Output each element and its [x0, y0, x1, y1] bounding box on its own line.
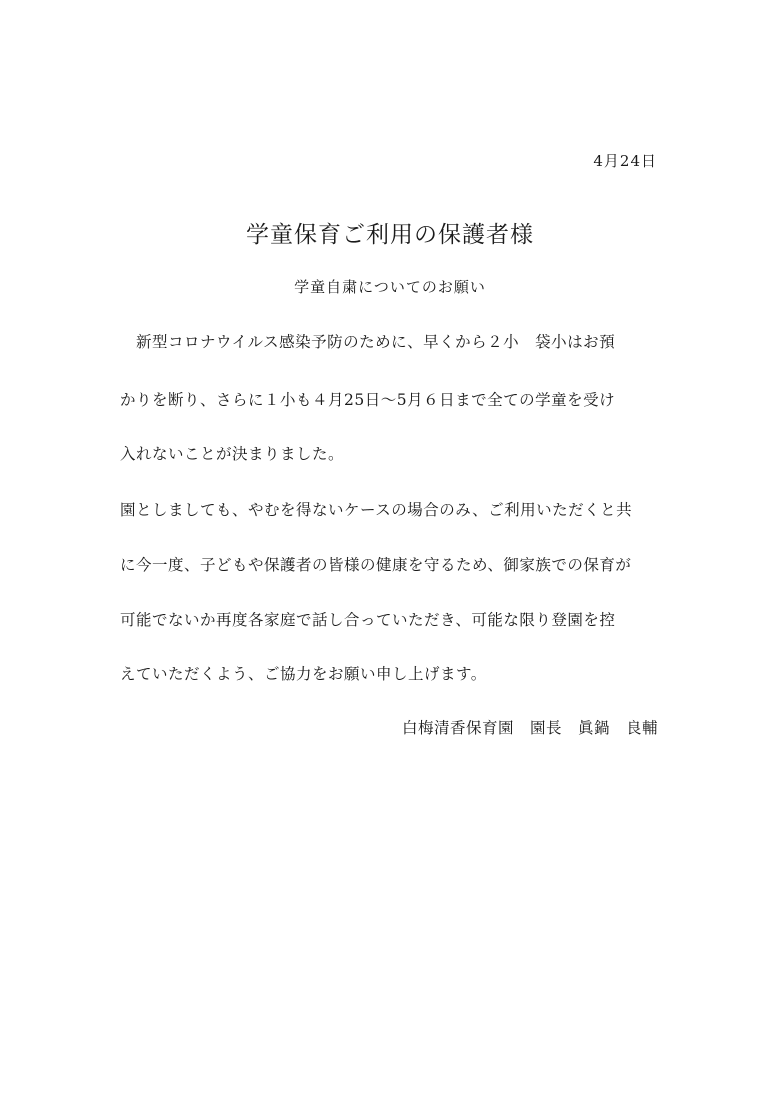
paragraph-line: かりを断り、さらに１小も４月25日〜5月６日まで全ての学童を受け: [120, 391, 616, 409]
signature: 白梅清香保育園 園長 眞鍋 良輔: [401, 719, 658, 737]
notice-title: 学童保育ご利用の保護者様: [246, 222, 534, 248]
paragraph-line: に今一度、子どもや保護者の皆様の健康を守るため、御家族での保育が: [120, 556, 632, 574]
paragraph-line: 新型コロナウイルス感染予防のために、早くから２小 袋小はお預: [120, 333, 616, 351]
paragraph-line: 園としましても、やむを得ないケースの場合のみ、ご利用いただくと共: [120, 501, 633, 519]
paragraph-line: 可能でないか再度各家庭で話し合っていただき、可能な限り登園を控: [120, 611, 616, 629]
paragraph-line: 入れないことが決まりました。: [120, 445, 345, 463]
notice-date: 4月24日: [593, 152, 657, 170]
paragraph-line: えていただくよう、ご協力をお願い申し上げます。: [120, 665, 487, 683]
notice-subtitle: 学童自粛についてのお願い: [294, 278, 486, 296]
